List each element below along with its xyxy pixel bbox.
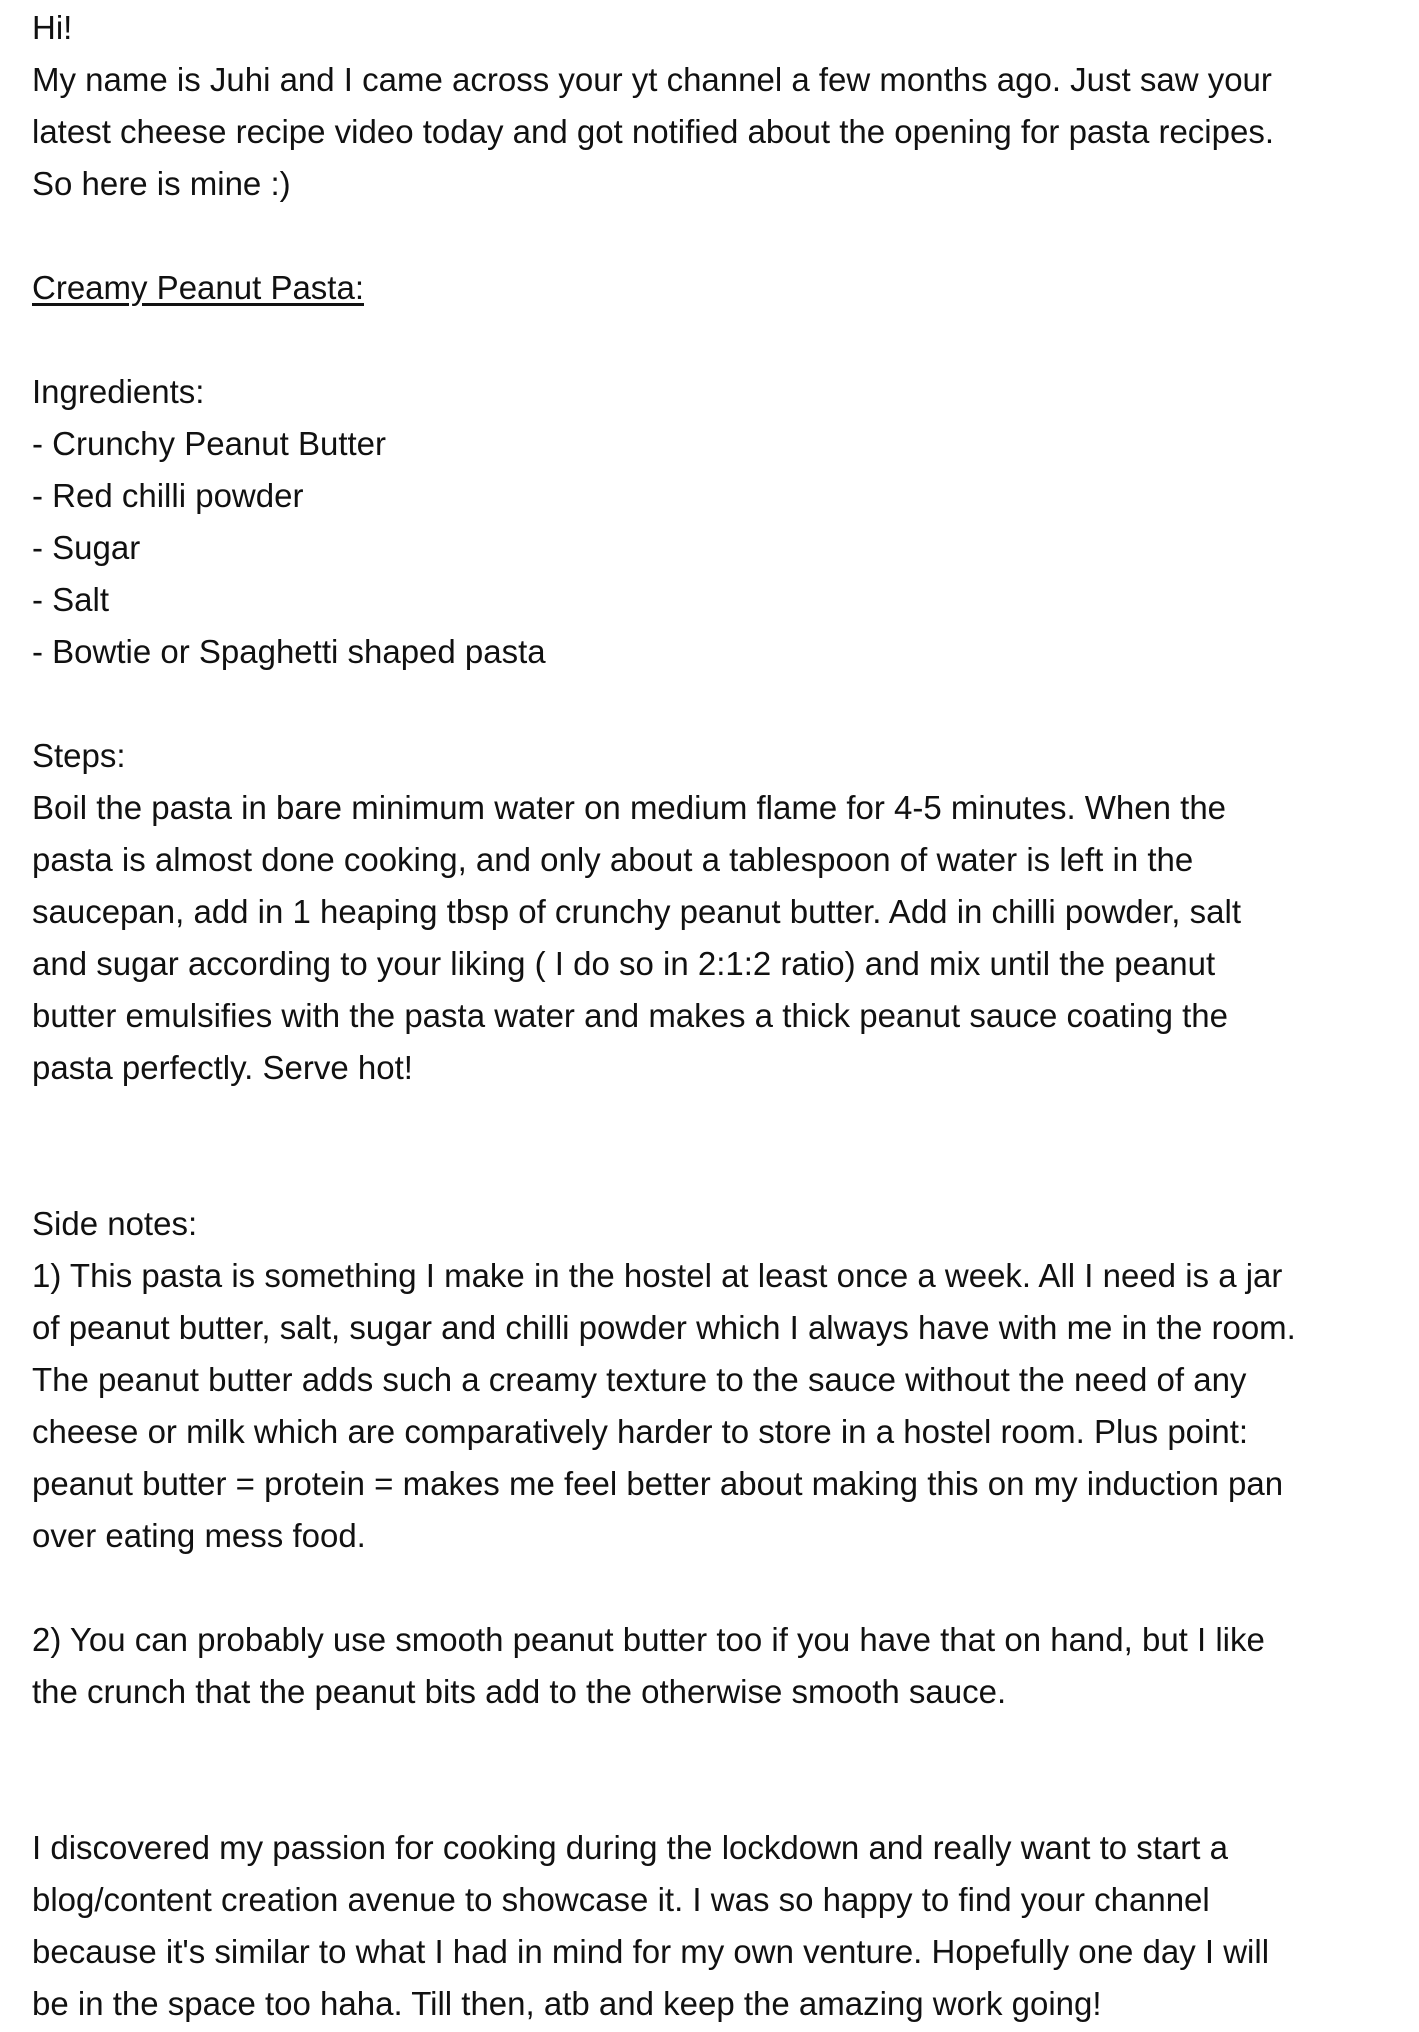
steps-line: and sugar according to your liking ( I do so in 2:1:2 ratio) and mix until the peanut <box>32 945 1216 982</box>
side-note-2 <box>32 1614 1402 1718</box>
spacer <box>32 678 1402 730</box>
closing-line: blog/content creation avenue to showcase it. I was so happy to find your channel <box>32 1881 1210 1918</box>
ingredient-item: - Salt <box>32 581 110 618</box>
steps-line: pasta is almost done cooking, and only about a tablespoon of water is left in the <box>32 841 1194 878</box>
steps-line: butter emulsifies with the pasta water and makes a thick peanut sauce coating the <box>32 997 1229 1034</box>
side-note-line: peanut butter = protein = makes me feel better about making this on my induction pan <box>32 1465 1284 1502</box>
ingredient-item: - Crunchy Peanut Butter <box>32 425 387 462</box>
spacer <box>32 314 1402 366</box>
spacer <box>32 210 1402 262</box>
message-document <box>32 2 1402 2030</box>
steps-line: pasta perfectly. Serve hot! <box>32 1049 413 1086</box>
closing-line: because it's similar to what I had in mind for my own venture. Hopefully one day I will <box>32 1933 1270 1970</box>
side-note-line: 2) You can probably use smooth peanut butter too if you have that on hand, but I like <box>32 1621 1265 1658</box>
closing-paragraph <box>32 1822 1402 2030</box>
steps-heading: Steps: <box>32 737 126 774</box>
greeting: Hi! <box>32 9 73 46</box>
side-note-line: The peanut butter adds such a creamy texture to the sauce without the need of any <box>32 1361 1247 1398</box>
side-note-1 <box>32 1250 1402 1562</box>
ingredients-heading: Ingredients: <box>32 373 205 410</box>
closing-line: I discovered my passion for cooking during the lockdown and really want to start a <box>32 1829 1228 1866</box>
steps-line: Boil the pasta in bare minimum water on medium flame for 4-5 minutes. When the <box>32 789 1227 826</box>
closing-line: be in the space too haha. Till then, atb and keep the amazing work going! <box>32 1985 1102 2022</box>
spacer <box>32 1562 1402 1614</box>
side-note-line: cheese or milk which are comparatively harder to store in a hostel room. Plus point: <box>32 1413 1249 1450</box>
side-note-line: the crunch that the peanut bits add to the otherwise smooth sauce. <box>32 1673 1007 1710</box>
ingredient-item: - Sugar <box>32 529 141 566</box>
side-notes-heading: Side notes: <box>32 1205 198 1242</box>
side-note-line: 1) This pasta is something I make in the hostel at least once a week. All I need is a jar <box>32 1257 1283 1294</box>
intro-paragraph <box>32 54 1402 210</box>
intro-line: latest cheese recipe video today and got notified about the opening for pasta recipes. <box>32 113 1275 150</box>
steps-paragraph <box>32 782 1402 1094</box>
ingredient-item: - Red chilli powder <box>32 477 304 514</box>
ingredients-list <box>32 418 1402 678</box>
intro-line: My name is Juhi and I came across your yt channel a few months ago. Just saw your <box>32 61 1272 98</box>
steps-line: saucepan, add in 1 heaping tbsp of crunchy peanut butter. Add in chilli powder, salt <box>32 893 1241 930</box>
side-note-line: of peanut butter, salt, sugar and chilli powder which I always have with me in the room. <box>32 1309 1296 1346</box>
spacer <box>32 1094 1402 1198</box>
intro-line: So here is mine :) <box>32 165 291 202</box>
recipe-title: Creamy Peanut Pasta: <box>32 269 364 306</box>
ingredient-item: - Bowtie or Spaghetti shaped pasta <box>32 633 546 670</box>
spacer <box>32 1718 1402 1822</box>
side-note-line: over eating mess food. <box>32 1517 366 1554</box>
